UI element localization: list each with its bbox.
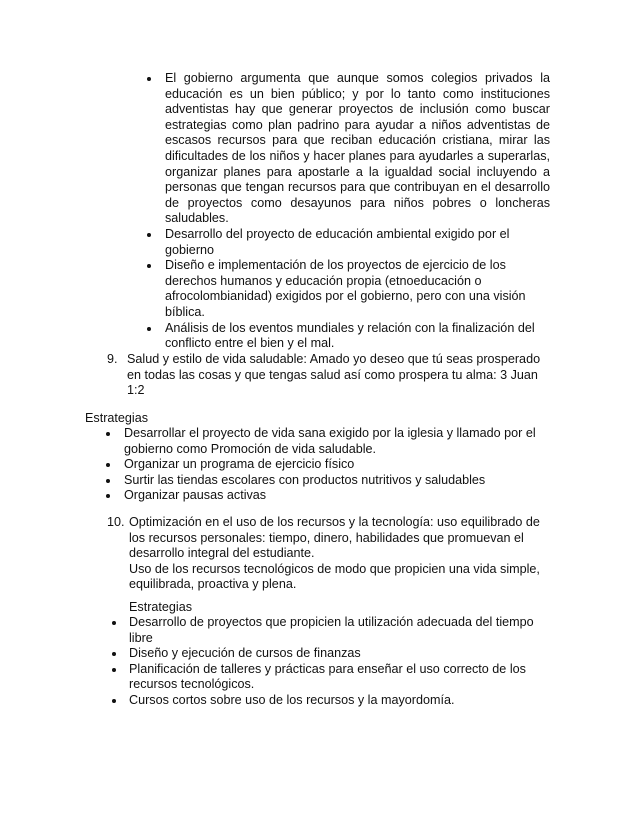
item-text-continued: Uso de los recursos tecnológicos de modo que propicien una vida simple, equilibrada, proactiva y plena. bbox=[129, 561, 540, 592]
list-item-text: Diseño e implementación de los proyectos de ejercicio de los derechos humanos y educación propia (etnoeducación o afrocolombianidad) exigidos por el gobierno, pero con una visión bíblica. bbox=[165, 258, 526, 319]
bullet-icon bbox=[106, 432, 110, 436]
list-item bbox=[149, 227, 550, 258]
list-item bbox=[112, 646, 550, 662]
list-item bbox=[149, 71, 550, 227]
numbered-item-10 bbox=[107, 515, 555, 593]
bullet-icon bbox=[147, 327, 151, 331]
strategies-heading: Estrategias bbox=[85, 411, 148, 425]
item-number: 10. bbox=[107, 515, 125, 529]
bullet-list-2 bbox=[108, 426, 550, 504]
item-text: Salud y estilo de vida saludable: Amado yo deseo que tú seas prosperado en todas las cosas y que tengas salud así como prospera tu alma: 3 Juan 1:2 bbox=[127, 352, 541, 398]
list-item-text: Desarrollo de proyectos que propicien la utilización adecuada del tiempo libre bbox=[129, 615, 534, 645]
list-item-text: Planificación de talleres y prácticas para enseñar el uso correcto de los recursos tecnológicos. bbox=[129, 661, 526, 692]
list-item-text: El gobierno argumenta que aunque somos colegios privados la educación es un bien público; y por lo tanto como instituciones adventistas hay que generar proyectos de inclusión como buscar estrategias como plan padrino para ayudar a niños adventistas de escasos recursos para que reciban educación cristiana, mirar las dificultades de los niños y hacer planes para ayudarles a superarlas, organizar planes para apostarle a la igualdad social incluyendo a personas que tengan recursos para que contribuyan en el desarrollo de proyectos como desayunos para niños pobres o loncheras saludables. bbox=[165, 71, 550, 226]
bullet-list-1 bbox=[149, 71, 550, 352]
bullet-icon bbox=[147, 264, 151, 268]
list-item bbox=[112, 662, 550, 693]
list-item bbox=[149, 258, 550, 320]
item-number: 9. bbox=[107, 352, 118, 366]
bullet-icon bbox=[112, 652, 116, 656]
list-item bbox=[108, 426, 550, 457]
list-item-text: Organizar pausas activas bbox=[124, 488, 267, 503]
list-item-text: Análisis de los eventos mundiales y relación con la finalización del conflicto entre el bien y el mal. bbox=[165, 320, 535, 351]
list-item bbox=[149, 321, 550, 352]
list-item-text: Organizar un programa de ejercicio físico bbox=[124, 457, 355, 472]
strategies-subheading: Estrategias bbox=[129, 600, 192, 614]
list-item-text: Diseño y ejecución de cursos de finanzas bbox=[129, 646, 361, 661]
item-text: Optimización en el uso de los recursos y la tecnología: uso equilibrado de los recursos personales: tiempo, dinero, habilidades que promuevan el desarrollo integral del estudiante. bbox=[129, 515, 540, 561]
bullet-icon bbox=[147, 233, 151, 237]
bullet-icon bbox=[106, 479, 110, 483]
bullet-icon bbox=[106, 494, 110, 498]
bullet-icon bbox=[112, 668, 116, 672]
bullet-icon bbox=[112, 699, 116, 703]
list-item-text: Cursos cortos sobre uso de los recursos y la mayordomía. bbox=[129, 692, 455, 707]
bullet-list-3 bbox=[112, 615, 550, 709]
list-item bbox=[108, 457, 550, 473]
bullet-icon bbox=[106, 463, 110, 467]
list-item bbox=[112, 615, 550, 646]
list-item-text: Desarrollo del proyecto de educación ambiental exigido por el gobierno bbox=[165, 226, 510, 257]
list-item-text: Surtir las tiendas escolares con productos nutritivos y saludables bbox=[124, 472, 486, 487]
bullet-icon bbox=[112, 621, 116, 625]
list-item bbox=[108, 488, 550, 504]
bullet-icon bbox=[147, 77, 151, 81]
list-item bbox=[112, 693, 550, 709]
list-item bbox=[108, 473, 550, 489]
list-item-text: Desarrollar el proyecto de vida sana exigido por la iglesia y llamado por el gobierno como Promoción de vida saludable. bbox=[124, 426, 536, 456]
numbered-item-9 bbox=[107, 352, 552, 399]
